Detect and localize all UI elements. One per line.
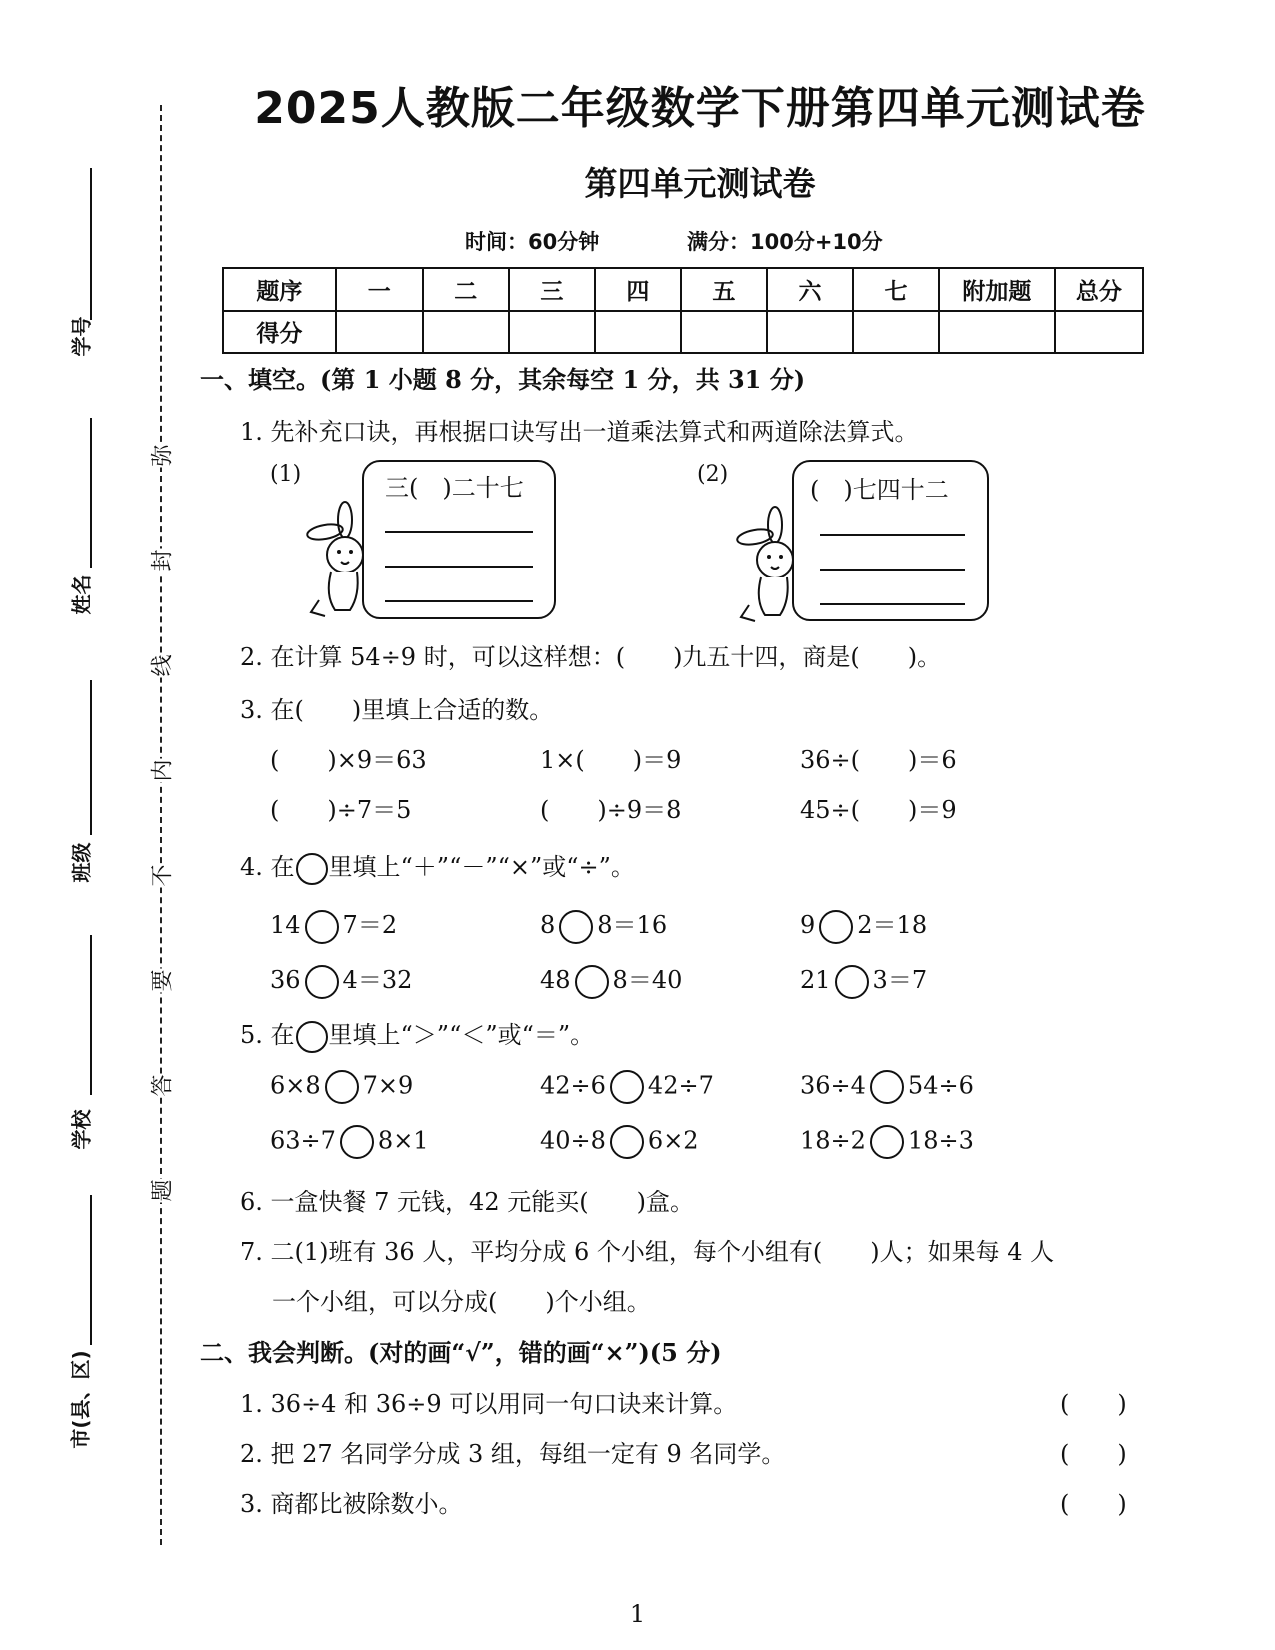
judge-answer-blank[interactable]: ( ) [1060, 1440, 1127, 1468]
question-1: 1. 先补充口诀，再根据口诀写出一道乘法算式和两道除法算式。 [240, 418, 919, 446]
full-score-label: 满分：100分+10分 [687, 230, 883, 254]
q5-text-a: 5. 在 [240, 1021, 295, 1049]
q3-item: 45÷( )＝9 [800, 796, 957, 824]
score-cell[interactable] [939, 311, 1055, 354]
q1-part2-label: (2) [697, 462, 729, 487]
page-title: 2025人教版二年级数学下册第四单元测试卷 [254, 83, 1146, 134]
circle-icon [296, 1021, 328, 1053]
field-school: 学校 [69, 1109, 94, 1150]
score-cell[interactable] [336, 311, 423, 354]
question-7-line2: 一个小组，可以分成( )个小组。 [272, 1288, 651, 1316]
compare-blank[interactable] [610, 1070, 644, 1104]
compare-blank[interactable] [870, 1125, 904, 1159]
operator-blank[interactable] [305, 965, 339, 999]
operator-blank[interactable] [819, 910, 853, 944]
q4-item: 14 7＝2 [270, 905, 397, 944]
score-row-label: 得分 [223, 311, 336, 354]
judge-answer-blank[interactable]: ( ) [1060, 1390, 1127, 1418]
score-header: 附加题 [939, 268, 1055, 311]
section2-heading: 二、我会判断。(对的画“√”，错的画“×”)(5 分) [200, 1338, 722, 1367]
q4-item: 9 2＝18 [800, 905, 927, 944]
score-header: 三 [509, 268, 595, 311]
judge-answer-blank[interactable]: ( ) [1060, 1490, 1127, 1518]
answer-line[interactable] [820, 534, 965, 536]
q4-item: 48 8＝40 [540, 960, 682, 999]
score-cell[interactable] [595, 311, 681, 354]
judge-item: 3. 商都比被除数小。 [240, 1490, 463, 1518]
seal-char: 答 [146, 1074, 177, 1098]
answer-line[interactable] [385, 600, 533, 602]
question-5 [240, 1015, 594, 1053]
field-line [90, 1195, 92, 1345]
q4-text-b: 里填上“＋”“－”“×”或“÷”。 [328, 853, 635, 881]
score-header: 七 [853, 268, 939, 311]
q4-text-a: 4. 在 [240, 853, 295, 881]
q1-rhyme-1: 三( )二十七 [385, 474, 524, 502]
page-number: 1 [629, 1600, 646, 1628]
q5-item: 40÷8 6×2 [540, 1125, 699, 1159]
score-cell[interactable] [1055, 311, 1143, 354]
score-header: 总分 [1055, 268, 1143, 311]
q5-item: 42÷6 42÷7 [540, 1070, 714, 1104]
score-header: 四 [595, 268, 681, 311]
question-4 [240, 847, 635, 885]
score-header: 五 [681, 268, 767, 311]
operator-blank[interactable] [835, 965, 869, 999]
answer-line[interactable] [820, 569, 965, 571]
q5-item: 18÷2 18÷3 [800, 1125, 974, 1159]
section1-heading: 一、填空。(第 1 小题 8 分，其余每空 1 分，共 31 分) [200, 365, 806, 394]
q4-item: 36 4＝32 [270, 960, 412, 999]
q3-item: 1×( )＝9 [540, 746, 682, 774]
page-subtitle: 第四单元测试卷 [584, 164, 816, 203]
field-line [90, 418, 92, 568]
q5-text-b: 里填上“＞”“＜”或“＝”。 [328, 1021, 595, 1049]
operator-blank[interactable] [575, 965, 609, 999]
compare-blank[interactable] [325, 1070, 359, 1104]
time-label: 时间：60分钟 [465, 230, 600, 254]
field-line [90, 168, 92, 320]
q3-item: ( )÷9＝8 [540, 796, 682, 824]
answer-line[interactable] [385, 566, 533, 568]
circle-icon [296, 853, 328, 885]
field-student-id: 学号 [69, 316, 94, 357]
question-6: 6. 一盒快餐 7 元钱，42 元能买( )盒。 [240, 1188, 694, 1216]
compare-blank[interactable] [340, 1125, 374, 1159]
seal-char: 内 [146, 759, 177, 783]
score-cell[interactable] [423, 311, 509, 354]
question-3: 3. 在( )里填上合适的数。 [240, 696, 554, 724]
seal-char: 线 [146, 654, 177, 678]
field-name: 姓名 [69, 574, 94, 615]
score-cell[interactable] [767, 311, 853, 354]
operator-blank[interactable] [305, 910, 339, 944]
q4-item: 21 3＝7 [800, 960, 927, 999]
seal-char: 封 [146, 549, 177, 573]
score-header: 题序 [223, 268, 336, 311]
field-district: 市(县、区) [68, 1350, 93, 1449]
q5-item: 63÷7 8×1 [270, 1125, 429, 1159]
q3-item: ( )×9＝63 [270, 746, 427, 774]
question-2: 2. 在计算 54÷9 时，可以这样想：( )九五十四，商是( )。 [240, 643, 942, 671]
answer-line[interactable] [820, 603, 965, 605]
answer-line[interactable] [385, 531, 533, 533]
compare-blank[interactable] [610, 1125, 644, 1159]
judge-item: 1. 36÷4 和 36÷9 可以用同一句口诀来计算。 [240, 1390, 738, 1418]
q5-item: 36÷4 54÷6 [800, 1070, 974, 1104]
q1-rhyme-2: ( )七四十二 [810, 476, 949, 504]
score-cell[interactable] [853, 311, 939, 354]
score-cell[interactable] [681, 311, 767, 354]
q5-item: 6×8 7×9 [270, 1070, 413, 1104]
seal-char: 不 [146, 864, 177, 888]
field-line [90, 680, 92, 835]
q1-part1-label: (1) [270, 462, 302, 487]
seal-char: 弥 [146, 444, 177, 468]
seal-char: 题 [146, 1179, 177, 1203]
score-header: 一 [336, 268, 423, 311]
score-header: 六 [767, 268, 853, 311]
judge-item: 2. 把 27 名同学分成 3 组，每组一定有 9 名同学。 [240, 1440, 786, 1468]
score-header: 二 [423, 268, 509, 311]
q4-item: 8 8＝16 [540, 905, 667, 944]
operator-blank[interactable] [559, 910, 593, 944]
seal-line [160, 105, 162, 1545]
field-class: 班级 [69, 842, 94, 883]
q3-item: ( )÷7＝5 [270, 796, 412, 824]
question-7-line1: 7. 二(1)班有 36 人，平均分成 6 个小组，每个小组有( )人；如果每 4 人 [240, 1238, 1055, 1266]
compare-blank[interactable] [870, 1070, 904, 1104]
q3-item: 36÷( )＝6 [800, 746, 957, 774]
score-table [222, 267, 1144, 354]
score-cell[interactable] [509, 311, 595, 354]
field-line [90, 935, 92, 1095]
seal-char: 要 [146, 969, 177, 993]
